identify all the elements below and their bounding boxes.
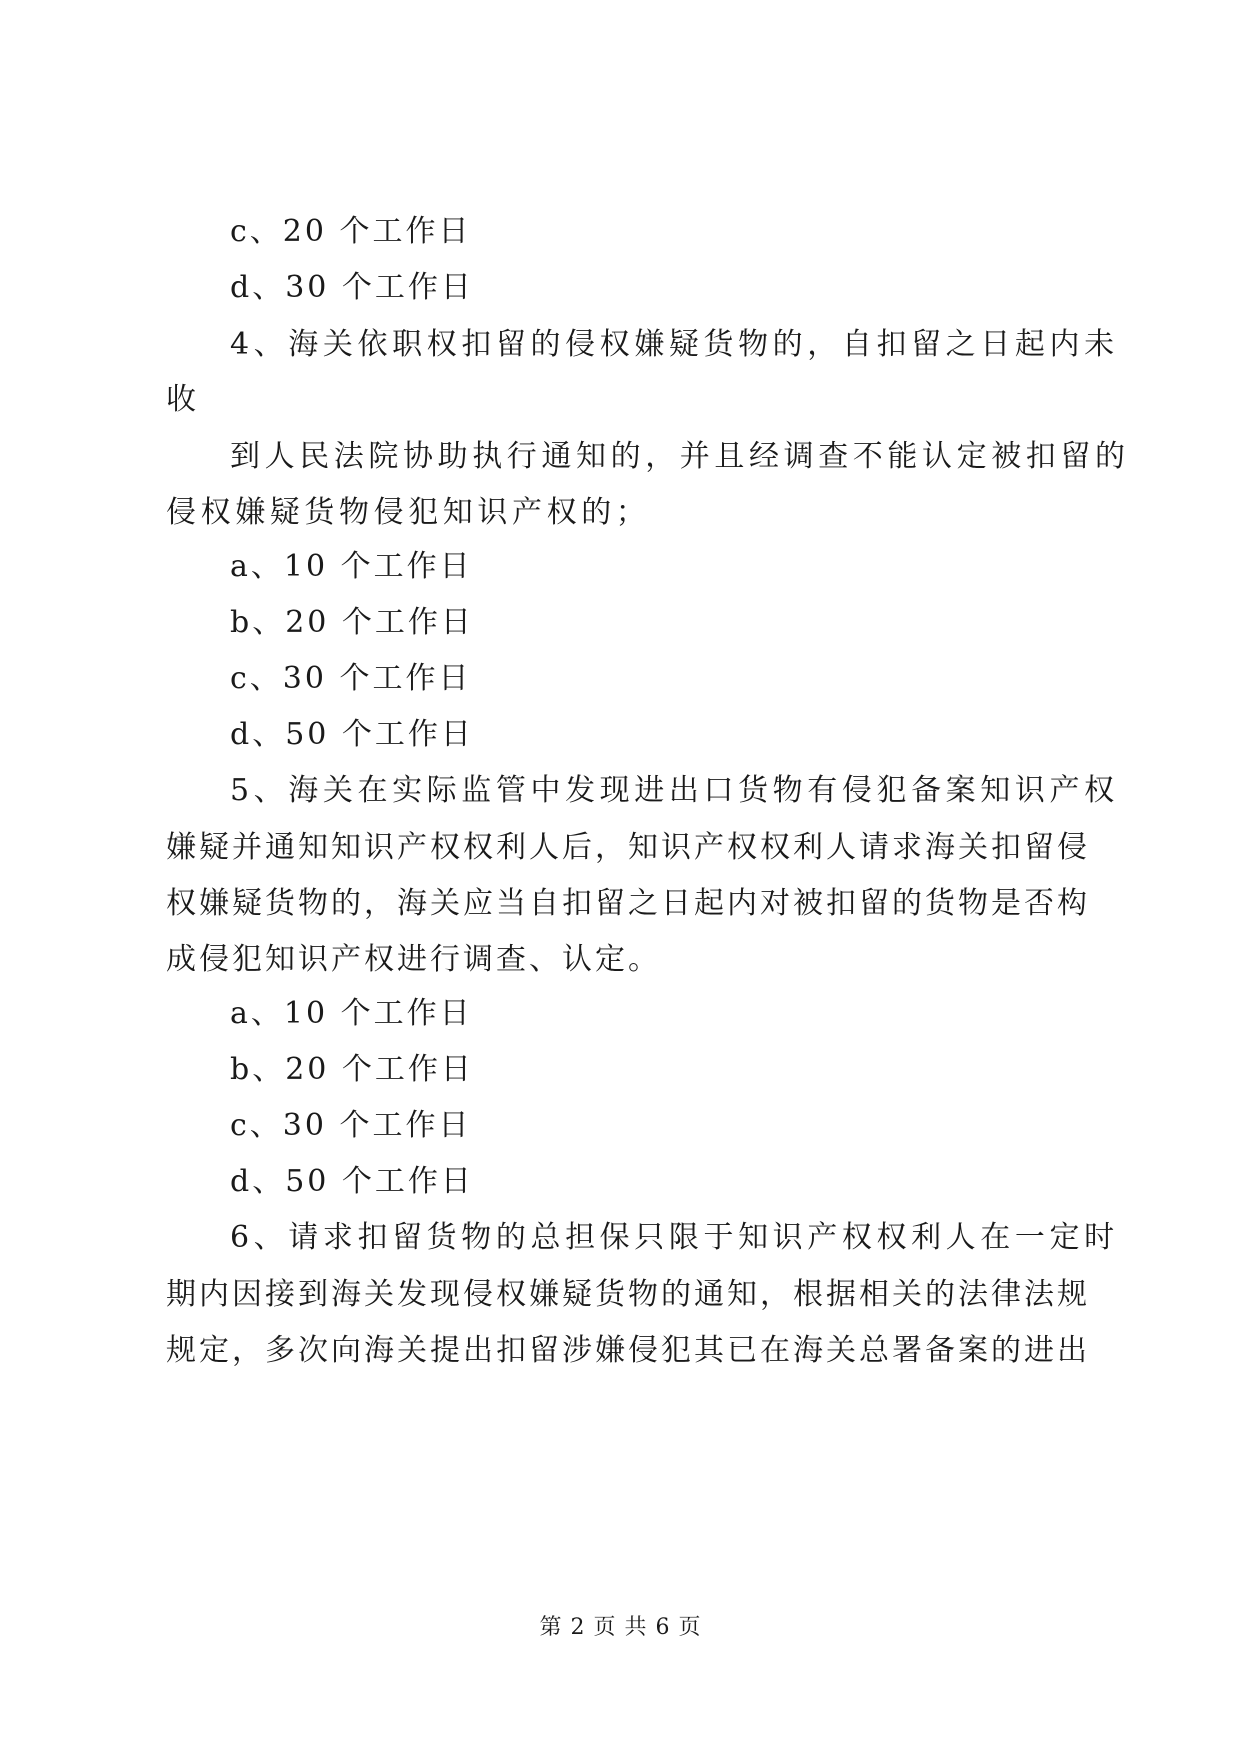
option-d: d、30 个工作日 [230, 270, 474, 305]
question-5-line-1: 5、海关在实际监管中发现进出口货物有侵犯备案知识产权 [230, 773, 1119, 808]
question-4-line-2: 收 [166, 382, 199, 417]
option-c: c、30 个工作日 [230, 661, 472, 696]
option-a: a、10 个工作日 [230, 549, 473, 584]
question-5-line-3: 权嫌疑货物的，海关应当自扣留之日起内对被扣留的货物是否构 [166, 886, 1090, 921]
question-6-line-2: 期内因接到海关发现侵权嫌疑货物的通知，根据相关的法律法规 [166, 1277, 1090, 1312]
option-d: d、50 个工作日 [230, 1164, 474, 1199]
option-c: c、30 个工作日 [230, 1108, 472, 1143]
option-b: b、20 个工作日 [230, 605, 474, 640]
option-d: d、50 个工作日 [230, 717, 474, 752]
question-6-line-3: 规定，多次向海关提出扣留涉嫌侵犯其已在海关总署备案的进出 [166, 1333, 1090, 1368]
page-number-footer: 第 2 页 共 6 页 [539, 1615, 702, 1640]
question-4-line-1: 4、海关依职权扣留的侵权嫌疑货物的，自扣留之日起内未 [230, 327, 1119, 362]
option-a: a、10 个工作日 [230, 996, 473, 1031]
question-4-line-4: 侵权嫌疑货物侵犯知识产权的； [166, 495, 651, 530]
question-5-line-2: 嫌疑并通知知识产权权利人后，知识产权权利人请求海关扣留侵 [166, 830, 1090, 865]
question-4-line-3: 到人民法院协助执行通知的，并且经调查不能认定被扣留的 [230, 439, 1130, 474]
question-6-line-1: 6、请求扣留货物的总担保只限于知识产权权利人在一定时 [230, 1220, 1119, 1255]
option-b: b、20 个工作日 [230, 1052, 474, 1087]
question-5-line-4: 成侵犯知识产权进行调查、认定。 [166, 942, 661, 977]
option-c: c、20 个工作日 [230, 214, 472, 249]
